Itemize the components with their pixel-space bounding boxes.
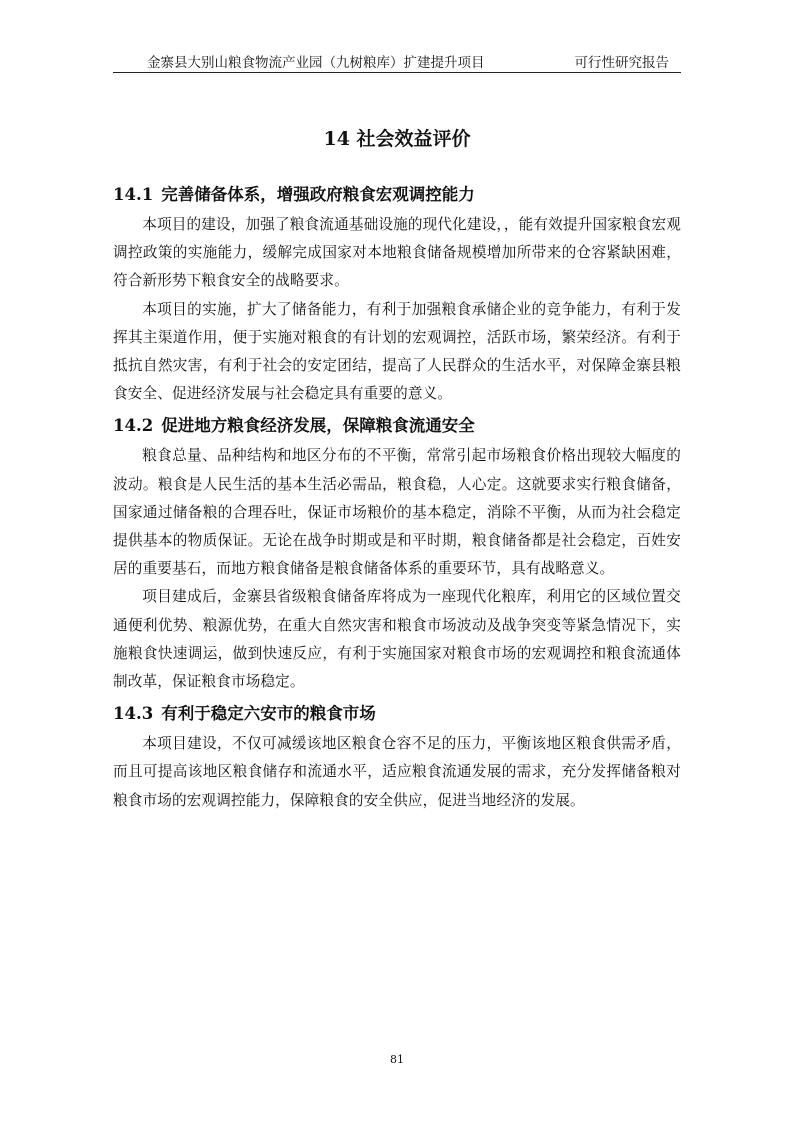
section-14-2 [113, 410, 681, 696]
header-report-type: 可行性研究报告 [574, 55, 669, 71]
header-project-title: 金寨县大别山粮食物流产业园（九树粮库）扩建提升项目 [147, 55, 485, 71]
page-number: 81 [390, 1053, 404, 1066]
section-number: 14.3 [113, 704, 154, 724]
section-number: 14.1 [113, 185, 154, 204]
page-header [113, 50, 681, 73]
section-title: 完善储备体系，增强政府粮食宏观调控能力 [161, 185, 475, 204]
section-title: 促进地方粮食经济发展，保障粮食流通安全 [161, 416, 475, 436]
page-content [113, 124, 681, 815]
paragraph: 本项目的实施，扩大了储备能力，有利于加强粮食承储企业的竞争能力，有利于发挥其主渠道作用，便于实施对粮食的有计划的宏观调控，活跃市场，繁荣经济。有利于抵抗自然灾害，有利于社会的安定团结，提高了人民群众的生活水平，对保障金寨县粮食安全、促进经济发展与社会稳定具有重要的意义。 [113, 300, 681, 403]
paragraph: 项目建成后，金寨县省级粮食储备库将成为一座现代化粮库，利用它的区域位置交通便利优势、粮源优势，在重大自然灾害和粮食市场波动及战争突变等紧急情况下，实施粮食快速调运，做到快速反应，有利于实施国家对粮食市场的宏观调控和粮食流通体制改革，保证粮食市场稳定。 [113, 588, 681, 691]
chapter-title: 14 社会效益评价 [323, 128, 471, 150]
paragraph: 本项目建设，不仅可减缓该地区粮食仓容不足的压力，平衡该地区粮食供需矛盾，而且可提高该地区粮食储存和流通水平，适应粮食流通发展的需求，充分发挥储备粮对粮食市场的宏观调控能力，保障粮食的安全供应，促进当地经济的发展。 [113, 735, 681, 809]
paragraph: 本项目的建设，加强了粮食流通基础设施的现代化建设，，能有效提升国家粮食宏观调控政策的实施能力，缓解完成国家对本地粮食储备规模增加所带来的仓容紧缺困难，符合新形势下粮食安全的战略要求。 [113, 216, 681, 290]
paragraph: 粮食总量、品种结构和地区分布的不平衡，常常引起市场粮食价格出现较大幅度的波动。粮食是人民生活的基本生活必需品，粮食稳，人心定。这就要求实行粮食储备，国家通过储备粮的合理吞吐，保证市场粮价的基本稳定，消除不平衡，从而为社会稳定提供基本的物质保证。无论在战争时期或是和平时期，粮食储备都是社会稳定，百姓安居的重要基石，而地方粮食储备是粮食储备体系的重要环节，具有战略意义。 [113, 447, 681, 578]
section-heading [113, 179, 681, 211]
section-14-3 [113, 698, 681, 815]
section-number: 14.2 [113, 416, 154, 436]
section-title: 有利于稳定六安市的粮食市场 [161, 704, 376, 724]
section-14-1 [113, 179, 681, 408]
section-heading [113, 410, 681, 442]
section-heading [113, 698, 681, 730]
